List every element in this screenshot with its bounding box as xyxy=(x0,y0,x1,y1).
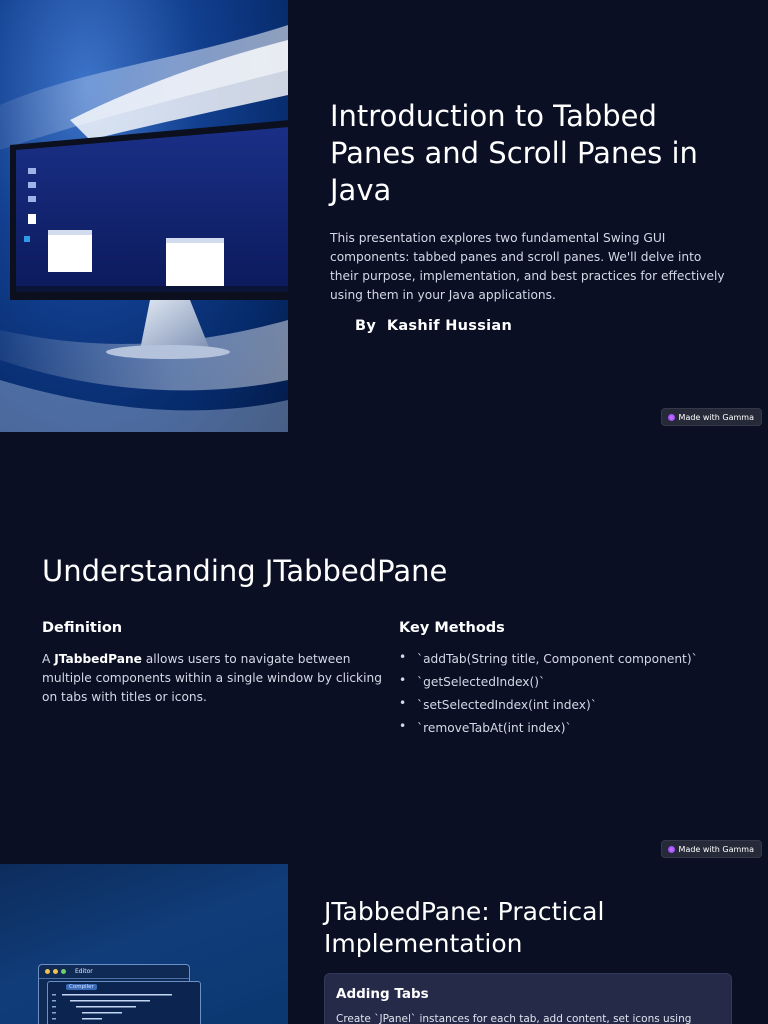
editor-titlebar xyxy=(39,965,189,979)
list-item: • `removeTabAt(int index)` xyxy=(399,719,739,738)
code-editor-illustration xyxy=(0,864,288,1024)
slide-title: Understanding JTabbedPane xyxy=(42,554,448,588)
made-with-gamma-badge[interactable] xyxy=(661,408,762,426)
badge-label: Made with Gamma xyxy=(678,844,754,854)
code-panel xyxy=(47,981,201,1024)
window-dot-icon xyxy=(45,969,50,974)
gamma-logo-icon xyxy=(668,414,675,421)
slide-understanding-jtabbedpane xyxy=(0,432,768,864)
compiler-tab: Compiler xyxy=(66,984,97,990)
definition-term: JTabbedPane xyxy=(54,652,142,666)
list-item: • `setSelectedIndex(int index)` xyxy=(399,696,739,715)
badge-label: Made with Gamma xyxy=(678,412,754,422)
slide-practical-implementation xyxy=(0,864,768,1024)
slide-title: JTabbedPane: Practical Implementation xyxy=(324,897,605,958)
method-list xyxy=(399,650,739,738)
made-with-gamma-badge[interactable] xyxy=(661,840,762,858)
definition-text xyxy=(42,650,382,707)
author-name: Kashif Hussian xyxy=(386,318,513,334)
adding-tabs-card xyxy=(324,973,732,1024)
card-text: Create `JPanel` instances for each tab, add content, set icons using xyxy=(336,1013,692,1024)
code-lines-graphic xyxy=(48,990,198,1024)
definition-prefix: A xyxy=(42,652,55,666)
list-item: • `addTab(String title, Component component)` xyxy=(399,650,739,669)
monitor-graphic xyxy=(0,0,288,432)
slide-title: Introduction to Tabbed Panes and Scroll Panes in Java xyxy=(330,99,698,207)
key-methods-heading: Key Methods xyxy=(399,620,505,636)
author-line xyxy=(355,318,512,334)
card-heading: Adding Tabs xyxy=(336,986,429,1002)
definition-body: allows users to navigate between multiple components within a single window by clicking on tabs with titles or icons. xyxy=(42,652,382,704)
gamma-logo-icon xyxy=(668,846,675,853)
key-methods-column xyxy=(399,620,739,742)
window-dot-icon xyxy=(61,969,66,974)
slide-intro xyxy=(0,0,768,432)
editor-window xyxy=(38,964,190,1024)
slide-description: This presentation explores two fundamental Swing GUI components: tabbed panes and scroll panes. We'll delve into their purpose, implementation, and best practices for effectively using them in your Java applications. xyxy=(330,231,725,302)
window-dot-icon xyxy=(53,969,58,974)
monitor-illustration xyxy=(0,0,288,432)
author-prefix: By xyxy=(355,318,377,334)
definition-heading: Definition xyxy=(42,620,123,636)
definition-column xyxy=(42,620,382,707)
editor-title: Editor xyxy=(75,968,93,975)
list-item: • `getSelectedIndex()` xyxy=(399,673,739,692)
